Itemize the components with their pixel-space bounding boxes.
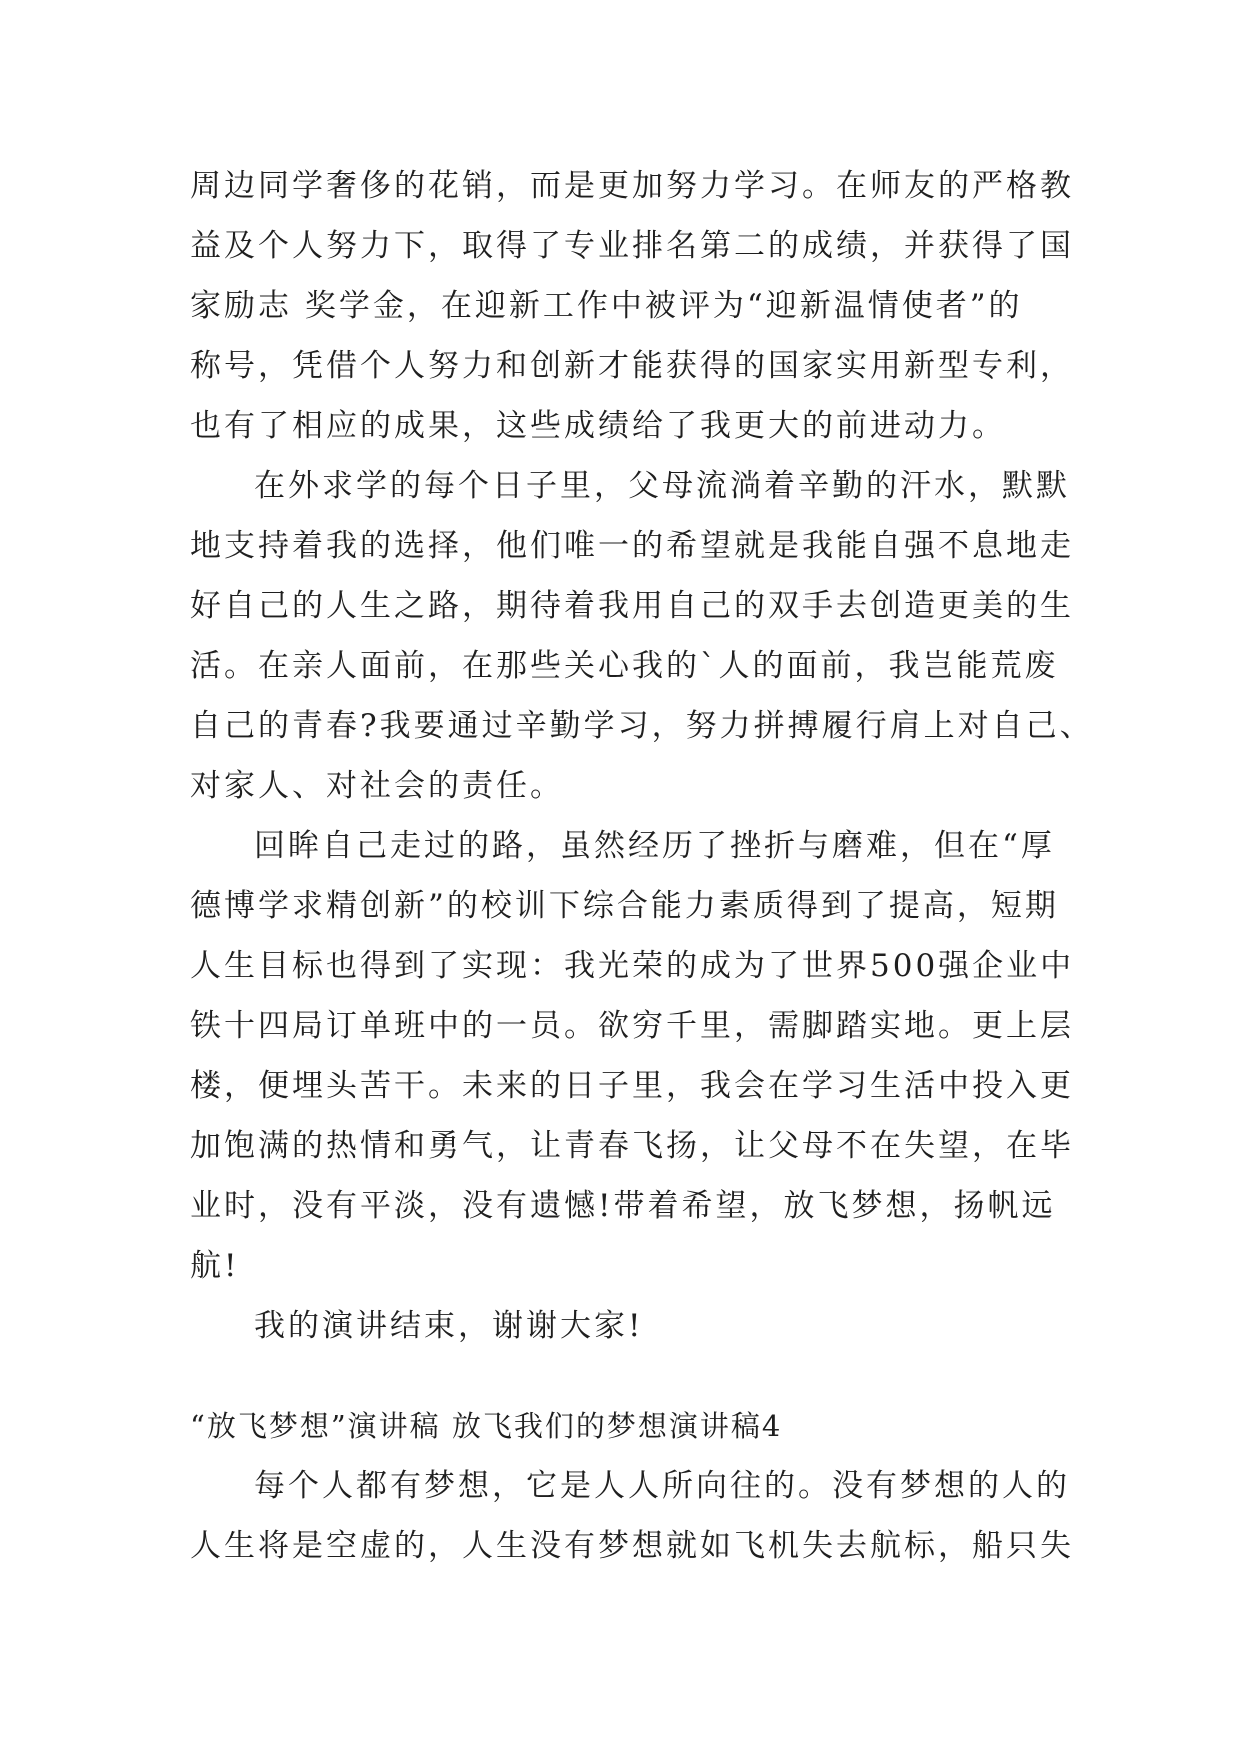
paragraph-2-line-3: 好自己的人生之路，期待着我用自己的双手去创造更美的生 [190,588,1074,624]
paragraph-3-line-8: 航! [190,1248,240,1284]
paragraph-1-line-1: 周边同学奢侈的花销，而是更加努力学习。在师友的严格教 [190,168,1074,204]
paragraph-1-line-2: 益及个人努力下，取得了专业排名第二的成绩，并获得了国 [190,228,1074,264]
paragraph-2-line-4: 活。在亲人面前，在那些关心我的`人的面前，我岂能荒废 [190,648,1059,684]
paragraph-3-line-2: 德博学求精创新”的校训下综合能力素质得到了提高，短期 [190,888,1059,924]
paragraph-3-line-6: 加饱满的热情和勇气，让青春飞扬，让父母不在失望，在毕 [190,1128,1074,1164]
paragraph-3-line-1: 回眸自己走过的路，虽然经历了挫折与磨难，但在“厚 [254,828,1055,864]
paragraph-2-line-1: 在外求学的每个日子里，父母流淌着辛勤的汗水，默默 [254,468,1070,504]
final-paragraph-line-1: 每个人都有梦想，它是人人所向往的。没有梦想的人的 [254,1468,1070,1504]
paragraph-2-line-6: 对家人、对社会的责任。 [190,768,564,804]
paragraph-2-line-2: 地支持着我的选择，他们唯一的希望就是我能自强不息地走 [190,528,1074,564]
paragraph-3-line-4: 铁十四局订单班中的一员。欲穷千里，需脚踏实地。更上层 [190,1008,1074,1044]
paragraph-3-line-7: 业时，没有平淡，没有遗憾!带着希望，放飞梦想，扬帆远 [190,1188,1056,1224]
paragraph-3-line-5: 楼，便埋头苦干。未来的日子里，我会在学习生活中投入更 [190,1068,1074,1104]
section-heading: “放飞梦想”演讲稿 放飞我们的梦想演讲稿4 [190,1409,783,1443]
paragraph-1-line-3: 家励志 奖学金，在迎新工作中被评为“迎新温情使者”的 [190,288,1023,324]
paragraph-2-line-5: 自己的青春?我要通过辛勤学习，努力拼搏履行肩上对自己、 [190,708,1094,744]
paragraph-3-line-3: 人生目标也得到了实现：我光荣的成为了世界500强企业中 [190,948,1075,984]
final-paragraph-line-2: 人生将是空虚的，人生没有梦想就如飞机失去航标，船只失 [190,1528,1074,1564]
paragraph-1-line-5: 也有了相应的成果，这些成绩给了我更大的前进动力。 [190,408,1006,444]
paragraph-1-line-4: 称号，凭借个人努力和创新才能获得的国家实用新型专利， [190,348,1074,384]
paragraph-4-line-1: 我的演讲结束，谢谢大家! [254,1308,644,1344]
